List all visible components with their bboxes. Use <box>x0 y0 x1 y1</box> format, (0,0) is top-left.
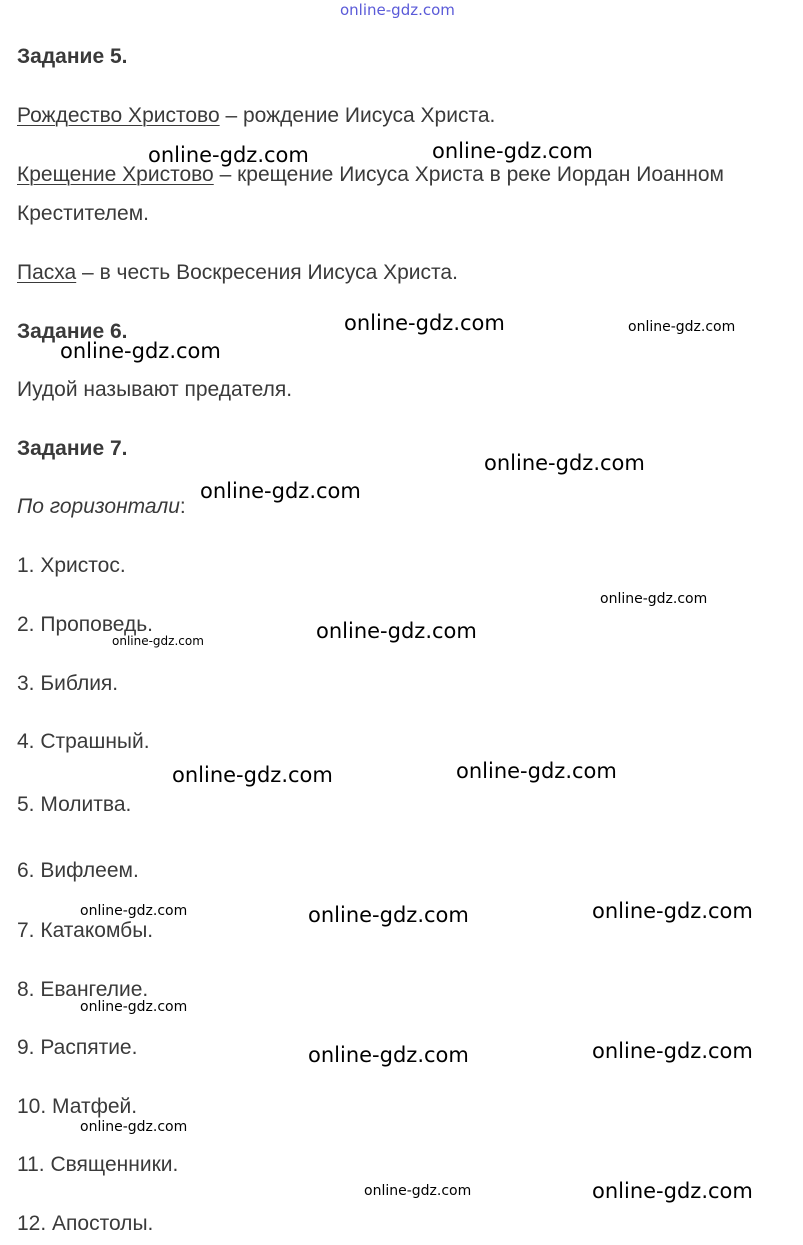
task5-title: Задание 5. <box>17 45 128 68</box>
task7-title: Задание 7. <box>17 437 128 460</box>
header-watermark: online-gdz.com <box>340 1 455 19</box>
watermark: online-gdz.com <box>148 143 309 167</box>
watermark: online-gdz.com <box>592 1179 753 1203</box>
watermark: online-gdz.com <box>484 451 645 475</box>
task5-item-christmas <box>17 103 495 129</box>
answer-item: 10. Матфей. <box>17 1095 138 1118</box>
task7-subtitle-text: По горизонтали <box>17 495 180 518</box>
task6-title: Задание 6. <box>17 320 128 343</box>
watermark: online-gdz.com <box>432 139 593 163</box>
answer-item: 9. Распятие. <box>17 1036 138 1059</box>
watermark: online-gdz.com <box>308 903 469 927</box>
task5-item-baptism-continuation: Крестителем. <box>17 202 150 225</box>
watermark: online-gdz.com <box>172 763 333 787</box>
watermark: online-gdz.com <box>80 999 188 1015</box>
answer-item: 2. Проповедь. <box>17 613 154 636</box>
definition-easter: – в честь Воскресения Иисуса Христа. <box>76 261 458 284</box>
answer-item: 1. Христос. <box>17 554 126 577</box>
watermark: online-gdz.com <box>628 319 736 335</box>
watermark: online-gdz.com <box>308 1043 469 1067</box>
task7-subtitle-colon: : <box>179 495 186 518</box>
term-christmas: Рождество Христово <box>17 104 220 127</box>
task6-text: Иудой называют предателя. <box>17 378 293 401</box>
definition-christmas: – рождение Иисуса Христа. <box>219 104 496 127</box>
task5-item-easter <box>17 260 458 286</box>
task7-subtitle <box>17 494 186 520</box>
watermark: online-gdz.com <box>592 1039 753 1063</box>
watermark: online-gdz.com <box>80 1119 188 1135</box>
term-easter: Пасха <box>17 261 77 284</box>
watermark: online-gdz.com <box>592 899 753 923</box>
answer-item: 11. Священники. <box>17 1153 179 1176</box>
answer-item: 12. Апостолы. <box>17 1212 154 1235</box>
answer-item: 4. Страшный. <box>17 730 150 753</box>
task5-item-baptism <box>17 162 724 188</box>
definition-baptism: – крещение Иисуса Христа в реке Иордан Иоанном <box>213 163 724 186</box>
watermark: online-gdz.com <box>112 634 204 648</box>
watermark: online-gdz.com <box>456 759 617 783</box>
watermark: online-gdz.com <box>80 903 188 919</box>
term-baptism: Крещение Христово <box>17 163 214 186</box>
watermark: online-gdz.com <box>364 1183 472 1199</box>
answer-item: 6. Вифлеем. <box>17 859 139 882</box>
watermark: online-gdz.com <box>316 619 477 643</box>
watermark: online-gdz.com <box>600 591 708 607</box>
answer-item: 3. Библия. <box>17 672 119 695</box>
answer-item: 5. Молитва. <box>17 793 132 816</box>
answer-item: 7. Катакомбы. <box>17 919 154 942</box>
watermark: online-gdz.com <box>344 311 505 335</box>
answer-item: 8. Евангелие. <box>17 978 149 1001</box>
watermark: online-gdz.com <box>200 479 361 503</box>
watermark: online-gdz.com <box>60 339 221 363</box>
